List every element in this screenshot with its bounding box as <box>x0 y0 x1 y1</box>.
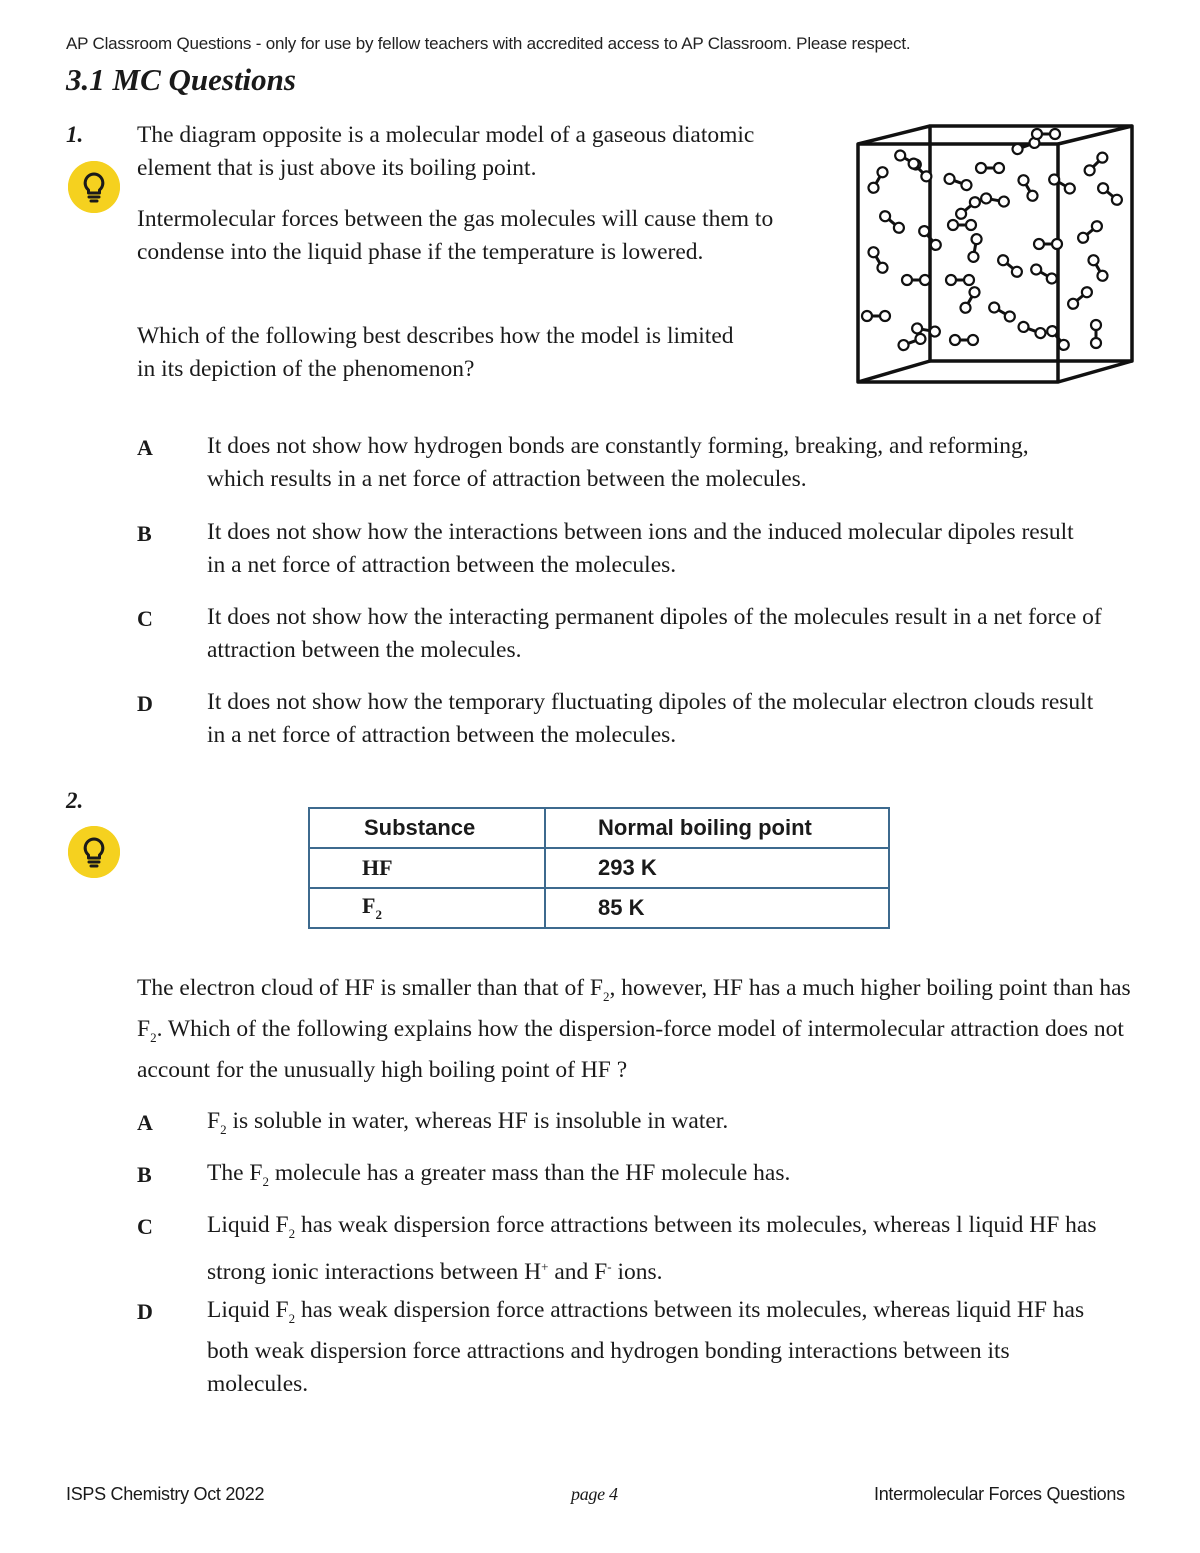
lightbulb-icon <box>68 161 120 213</box>
q2-option-a-text: $F_2$ is soluble in water, whereas HF is insoluble in water. <box>207 1108 729 1137</box>
boiling-point-table <box>308 807 890 929</box>
diatomic-molecule <box>943 173 973 192</box>
diatomic-molecule <box>980 193 1009 208</box>
diatomic-molecule <box>867 165 890 194</box>
diatomic-molecule <box>948 220 976 230</box>
molecular-model-diagram <box>850 120 1140 393</box>
diatomic-molecule <box>950 335 978 345</box>
diatomic-molecule <box>1034 239 1062 249</box>
substance-cell: HF <box>362 855 393 880</box>
q2-option-d-letter: D <box>137 1299 153 1324</box>
question-1-para2: Intermolecular forces between the gas molecules will cause them to condense into the liquid phase if the temperature is lowered. <box>137 206 774 265</box>
diatomic-molecule <box>1029 263 1058 286</box>
q2-option-c-text: Liquid $F_2$ has weak dispersion force attractions between its molecules, whereas l liquid HF has strong ionic interactions between H+ and F- ions. <box>207 1212 1097 1285</box>
q1-option-c-text: It does not show how the interacting permanent dipoles of the molecules result in a net force of attraction between the molecules. <box>207 604 1102 663</box>
q2-option-c-letter: C <box>137 1214 153 1239</box>
question-2-number: 2. <box>66 788 84 813</box>
diatomic-molecule <box>867 245 890 274</box>
q2-option-d-text: Liquid $F_2$ has weak dispersion force attractions between its molecules, whereas liquid HF has both weak dispersion force attractions and hydrogen bonding interactions between its molecules. <box>207 1297 1085 1397</box>
q1-option-b-text: It does not show how the interactions between ions and the induced molecular dipoles result in a net force of attraction between the molecules. <box>207 519 1074 578</box>
diatomic-molecule <box>946 275 974 285</box>
question-1-para3: Which of the following best describes how the model is limited in its depiction of the phenomenon? <box>137 323 734 382</box>
diatomic-molecule <box>1096 181 1124 207</box>
diatomic-molecule <box>1032 129 1060 139</box>
diatomic-molecule <box>959 285 982 314</box>
diatomic-molecule <box>954 195 982 221</box>
q2-option-b-letter: B <box>137 1162 152 1187</box>
header-note: AP Classroom Questions - only for use by fellow teachers with accredited access to AP Classroom. Please respect. <box>66 34 911 53</box>
question-2-stem: The electron cloud of HF is smaller than that of $F_2$, however, HF has a much higher boiling point than has $F_2$. Which of the following explains how the dispersion-force model of intermolecular attraction does not account for the unusually high boiling point of HF ? <box>137 975 1131 1083</box>
table-row <box>309 848 889 888</box>
q1-option-d-text: It does not show how the temporary fluctuating dipoles of the molecular electron clouds result in a net force of attraction between the molecules. <box>207 689 1094 748</box>
diatomic-molecule <box>878 209 906 235</box>
diatomic-molecule <box>1066 285 1094 311</box>
diatomic-molecule <box>1076 219 1104 245</box>
diatomic-molecule <box>902 275 930 285</box>
diatomic-molecule <box>968 233 983 262</box>
table-row <box>309 888 889 928</box>
q1-option-d-letter: D <box>137 691 153 716</box>
section-title: 3.1 MC Questions <box>66 62 296 97</box>
diatomic-molecule <box>1087 253 1110 282</box>
diatomic-molecule <box>976 163 1004 173</box>
diatomic-molecule <box>1047 173 1076 196</box>
diatomic-molecule <box>1017 321 1047 340</box>
substance-cell: F <box>362 893 376 918</box>
footer-page-number: page 4 <box>571 1484 618 1504</box>
footer-left: ISPS Chemistry Oct 2022 <box>66 1484 265 1504</box>
subscript: 2 <box>375 907 382 922</box>
diatomic-molecule <box>897 333 927 352</box>
q1-option-a-text: It does not show how hydrogen bonds are constantly forming, breaking, and reforming, which results in a net force of attraction between the molecules. <box>207 433 1029 492</box>
boiling-point-cell: 293 K <box>598 855 657 880</box>
lightbulb-icon <box>68 826 120 878</box>
question-1-para1: The diagram opposite is a molecular model of a gaseous diatomic element that is just above its boiling point. <box>137 122 755 181</box>
q2-option-a-letter: A <box>137 1110 153 1135</box>
table-header-boiling-point: Normal boiling point <box>545 808 889 848</box>
diatomic-molecule <box>987 301 1016 324</box>
diatomic-molecule <box>1083 151 1110 178</box>
diatomic-molecule <box>996 253 1024 279</box>
diatomic-molecule <box>862 311 890 321</box>
diatomic-molecule <box>1017 173 1040 202</box>
table-header-substance: Substance <box>309 808 545 848</box>
footer-right: Intermolecular Forces Questions <box>874 1484 1125 1504</box>
q1-option-a-letter: A <box>137 435 153 460</box>
q1-option-b-letter: B <box>137 521 152 546</box>
q1-option-c-letter: C <box>137 606 153 631</box>
q2-option-b-text: The $F_2$ molecule has a greater mass than the HF molecule has. <box>207 1160 791 1189</box>
question-1-number: 1. <box>66 122 84 147</box>
diatomic-molecule <box>1091 320 1101 348</box>
boiling-point-cell: 85 K <box>598 895 645 920</box>
